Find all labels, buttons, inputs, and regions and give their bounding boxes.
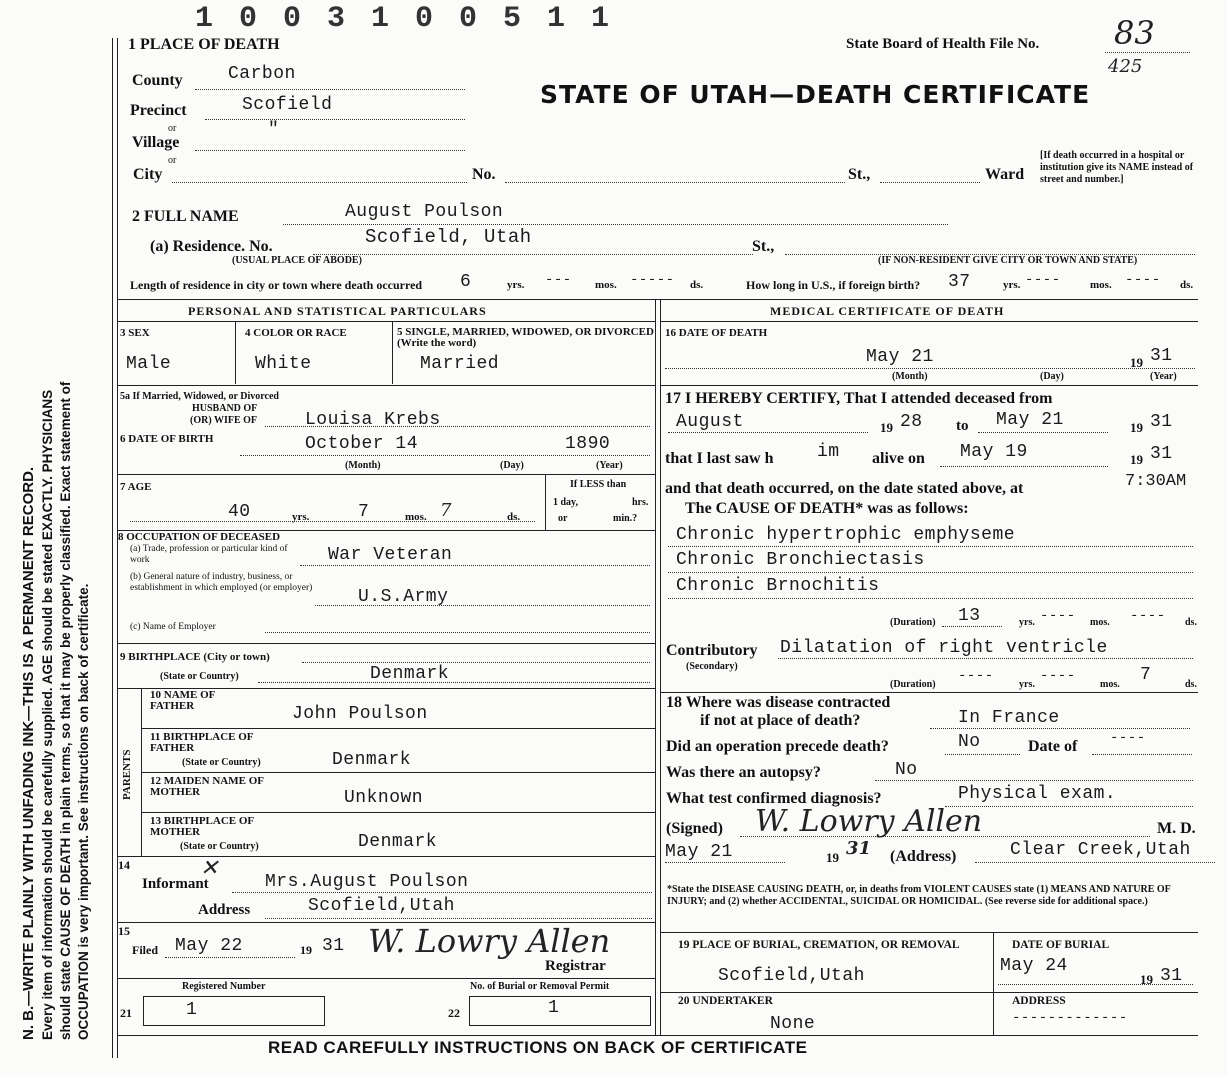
burial-year: 31 <box>1160 966 1183 986</box>
side-note-4: OCCUPATION is very important. See instructions on back of certificate. <box>76 583 91 1040</box>
residence-value: Scofield, Utah <box>365 226 532 248</box>
contrib-yrs-unit: yrs. <box>1019 679 1035 690</box>
contrib-duration-label: (Duration) <box>890 679 936 690</box>
duration-yrs-unit: yrs. <box>1019 617 1035 628</box>
race-value: White <box>255 354 312 374</box>
autopsy-label: Was there an autopsy? <box>666 764 821 781</box>
birthplace-label: 9 BIRTHPLACE (City or town) <box>120 651 270 663</box>
dod-year-prefix: 19 <box>1130 355 1143 370</box>
contributory-value: Dilatation of right ventricle <box>780 638 1108 658</box>
age-mos-unit: mos. <box>405 511 427 523</box>
length-mos-unit: mos. <box>595 279 617 291</box>
us-ds-unit: ds. <box>1180 279 1194 291</box>
mother-name-label: 12 MAIDEN NAME OF MOTHER <box>150 775 264 798</box>
residence-st-label: St., <box>752 238 775 255</box>
father-birthplace-value: Denmark <box>332 750 412 770</box>
sign-year-prefix: 19 <box>826 850 839 865</box>
spouse-value: Louisa Krebs <box>305 410 441 430</box>
last-saw-him: im <box>817 442 840 462</box>
full-name-label: 2 FULL NAME <box>132 208 239 225</box>
informant-num: 14 <box>118 858 130 872</box>
registered-number-idx: 21 <box>120 1006 132 1020</box>
occupation-b-label: (b) General nature of industry, business, or establishment in which employed (or employer) <box>130 572 313 593</box>
father-name-value: John Poulson <box>292 704 428 724</box>
filed-date: May 22 <box>175 936 243 956</box>
physician-address-label: (Address) <box>890 848 957 865</box>
informant-address-label: Address <box>198 902 251 918</box>
city-label: City <box>133 166 163 183</box>
age-ds: 7 <box>440 500 452 521</box>
contributory-label: Contributory <box>666 642 758 659</box>
marital-value: Married <box>420 354 500 374</box>
occupation-a-value: War Veteran <box>328 545 453 565</box>
full-name-value: August Poulson <box>345 202 504 222</box>
age-ds-unit: ds. <box>507 511 521 523</box>
cause-label: The CAUSE OF DEATH* was as follows: <box>685 500 969 517</box>
dob-label: 6 DATE OF BIRTH <box>120 433 214 445</box>
length-of-residence-label: Length of residence in city or town where death occurred <box>130 278 423 292</box>
time-of-death: 7:30AM <box>1125 472 1187 491</box>
md-label: M. D. <box>1157 820 1196 837</box>
age-yrs: 40 <box>228 502 251 522</box>
filed-num: 15 <box>118 924 130 938</box>
birthplace-value: Denmark <box>370 664 450 684</box>
length-mos: --- <box>545 272 572 288</box>
from-year: 28 <box>900 412 923 432</box>
permit-label: No. of Burial or Removal Permit <box>470 981 610 992</box>
dob-month-caption: (Month) <box>345 460 381 471</box>
last-saw-date: May 19 <box>960 442 1028 462</box>
burial-place-label: 19 PLACE OF BURIAL, CREMATION, OR REMOVAL <box>678 939 960 951</box>
informant-address-value: Scofield,Utah <box>308 896 455 916</box>
cause-2: Chronic Bronchiectasis <box>676 550 925 570</box>
occurred-label: and that death occurred, on the date stated above, at <box>665 480 1024 497</box>
date-of-death-label: 16 DATE OF DEATH <box>665 327 768 339</box>
burial-year-prefix: 19 <box>1140 972 1153 987</box>
sex-label: 3 SEX <box>120 327 150 339</box>
undertaker-label: 20 UNDERTAKER <box>678 995 773 1007</box>
informant-x-mark: ✕ <box>200 856 219 881</box>
dob-month-day: October 14 <box>305 434 419 454</box>
undertaker-value: None <box>770 1014 816 1034</box>
physician-address: Clear Creek,Utah <box>1010 840 1191 860</box>
footer-instructions: READ CAREFULLY INSTRUCTIONS ON BACK OF CERTIFICATE <box>268 1038 808 1057</box>
test-value: Physical exam. <box>958 784 1117 804</box>
place-of-death-label: 1 PLACE OF DEATH <box>128 36 280 53</box>
to-label: to <box>956 418 969 434</box>
duration-ds: ---- <box>1130 608 1166 624</box>
filed-year: 31 <box>322 936 345 956</box>
age-yrs-unit: yrs. <box>292 511 310 523</box>
mother-name-value: Unknown <box>344 788 424 808</box>
dob-year-caption: (Year) <box>596 460 623 471</box>
attended-to: May 21 <box>996 410 1064 430</box>
certify-label: 17 I HEREBY CERTIFY, That I attended deceased from <box>665 390 1053 407</box>
st-label: St., <box>848 166 871 183</box>
dod-month-caption: (Month) <box>892 371 928 382</box>
parents-label: PARENTS <box>121 749 133 800</box>
contrib-ds-unit: ds. <box>1185 679 1197 690</box>
hrs-unit: hrs. <box>632 497 649 508</box>
occupation-b-value: U.S.Army <box>358 587 449 607</box>
dob-year: 1890 <box>565 434 611 454</box>
occupation-c-label: (c) Name of Employer <box>130 622 216 632</box>
duration-mos: ---- <box>1040 608 1076 624</box>
spouse-label-1: 5a If Married, Widowed, or Divorced <box>120 391 279 402</box>
where-label-1: 18 Where was disease contracted <box>666 694 891 711</box>
to-year: 31 <box>1150 412 1173 432</box>
us-yrs-unit: yrs. <box>1003 279 1021 291</box>
informant-value: Mrs.August Poulson <box>265 872 469 892</box>
burial-date-label: DATE OF BURIAL <box>1012 939 1110 951</box>
age-mos: 7 <box>358 502 370 522</box>
min-unit: min.? <box>613 513 638 524</box>
mother-birthplace-caption: (State or Country) <box>180 841 259 852</box>
ward-label: Ward <box>985 166 1025 183</box>
operation-value: No <box>958 732 981 752</box>
residence-label: (a) Residence. No. <box>150 238 273 255</box>
burial-place-value: Scofield,Utah <box>718 966 865 986</box>
undertaker-address-label: ADDRESS <box>1012 995 1066 1007</box>
permit-idx: 22 <box>448 1006 460 1020</box>
dod-year: 31 <box>1150 346 1173 366</box>
length-ds-unit: ds. <box>690 279 704 291</box>
precinct-label: Precinct <box>130 102 187 119</box>
medical-heading: MEDICAL CERTIFICATE OF DEATH <box>770 304 1005 318</box>
cause-footnote: *State the DISEASE CAUSING DEATH, or, in deaths from VIOLENT CAUSES state (1) MEANS AND NATURE OF INJURY; and (2) whether ACCIDENTAL, SUICIDAL OR HOMICIDAL. (See reverse side for additional space.) <box>667 884 1171 907</box>
side-note-1: N. B.—WRITE PLAINLY WITH UNFADING INK—THIS IS A PERMANENT RECORD. <box>20 466 37 1040</box>
from-year-prefix: 19 <box>880 420 893 435</box>
county-value: Carbon <box>228 64 296 84</box>
or-unit: or <box>558 513 568 524</box>
birthplace-state-caption: (State or Country) <box>160 671 239 682</box>
marital-label: 5 SINGLE, MARRIED, WIDOWED, OR DIVORCED (Write the word) <box>397 326 654 349</box>
father-birthplace-caption: (State or Country) <box>182 757 261 768</box>
duration-yrs: 13 <box>958 606 981 626</box>
to-year-prefix: 19 <box>1130 420 1143 435</box>
registrar-signature: W. Lowry Allen <box>368 922 611 960</box>
cause-3: Chronic Brnochitis <box>676 576 880 596</box>
file-no: 83 <box>1114 14 1155 52</box>
us-mos: ---- <box>1025 272 1061 288</box>
last-year-prefix: 19 <box>1130 452 1143 467</box>
date-of-label: Date of <box>1028 738 1078 755</box>
signed-label: (Signed) <box>666 820 723 837</box>
registrar-label: Registrar <box>545 958 606 974</box>
last-year: 31 <box>1150 444 1173 464</box>
length-yrs-unit: yrs. <box>507 279 525 291</box>
secondary-caption: (Secondary) <box>686 661 738 672</box>
village-label: Village <box>132 134 180 151</box>
us-yrs: 37 <box>948 272 971 292</box>
duration-label: (Duration) <box>890 617 936 628</box>
length-yrs: 6 <box>460 272 472 292</box>
operation-date: ---- <box>1110 730 1146 746</box>
county-label: County <box>132 72 183 89</box>
us-mos-unit: mos. <box>1090 279 1112 291</box>
dob-day-caption: (Day) <box>500 460 524 471</box>
stamp-number: 1 0 0 3 1 0 0 5 1 1 <box>195 2 614 36</box>
contrib-mos: ---- <box>1040 668 1076 684</box>
mother-birthplace-label: 13 BIRTHPLACE OF MOTHER <box>150 815 254 838</box>
sex-value: Male <box>126 354 172 374</box>
age-label: 7 AGE <box>120 481 152 493</box>
burial-date: May 24 <box>1000 956 1068 976</box>
us-ds: ---- <box>1125 272 1161 288</box>
us-residence-label: How long in U.S., if foreign birth? <box>746 278 921 292</box>
registered-number-value: 1 <box>186 1000 198 1020</box>
sign-year: 31 <box>846 838 872 859</box>
or-label-1: or <box>168 123 177 134</box>
spouse-label-2: HUSBAND OF <box>192 403 258 414</box>
ward-note: [If death occurred in a hospital or institution give its NAME instead of street and number.] <box>1040 150 1194 185</box>
autopsy-value: No <box>895 760 918 780</box>
where-label-2: if not at place of death? <box>700 712 861 729</box>
father-birthplace-label: 11 BIRTHPLACE OF FATHER <box>150 731 254 754</box>
dod-day-caption: (Day) <box>1040 371 1064 382</box>
cause-1: Chronic hypertrophic emphyseme <box>676 525 1016 545</box>
date-of-death-value: May 21 <box>866 347 934 367</box>
filed-label: Filed <box>132 943 158 957</box>
nonresident-note: (IF NON-RESIDENT GIVE CITY OR TOWN AND STATE) <box>878 255 1138 266</box>
mother-birthplace-value: Denmark <box>358 832 438 852</box>
attended-from: August <box>676 412 744 432</box>
one-day: 1 day, <box>553 497 579 508</box>
physician-signature: W. Lowry Allen <box>755 804 983 839</box>
informant-label: Informant <box>142 876 209 892</box>
undertaker-address: ------------- <box>1012 1010 1128 1026</box>
last-saw-label: that I last saw h <box>665 450 774 467</box>
side-note-2: Every item of information should be carefully supplied. AGE should be stated EXACTLY. PHYSICIANS <box>40 389 55 1040</box>
certificate-title: STATE OF UTAH—DEATH CERTIFICATE <box>540 80 1091 109</box>
duration-ds-unit: ds. <box>1185 617 1197 628</box>
registered-number-label: Registered Number <box>182 981 266 992</box>
spouse-label-3: (OR) WIFE OF <box>190 415 258 426</box>
duration-mos-unit: mos. <box>1090 617 1110 628</box>
operation-label: Did an operation precede death? <box>666 738 889 755</box>
contrib-yrs: ---- <box>958 668 994 684</box>
village-value: " <box>268 120 280 140</box>
dod-year-caption: (Year) <box>1150 371 1177 382</box>
occupation-label: 8 OCCUPATION OF DECEASED <box>118 531 281 543</box>
where-contracted: In France <box>958 708 1060 728</box>
father-name-label: 10 NAME OF FATHER <box>150 689 215 712</box>
precinct-value: Scofield <box>242 95 333 115</box>
filed-year-prefix: 19 <box>300 943 312 957</box>
personal-heading: PERSONAL AND STATISTICAL PARTICULARS <box>188 304 487 318</box>
length-ds: ----- <box>630 272 675 288</box>
sign-date: May 21 <box>665 842 733 862</box>
occupation-a-label: (a) Trade, profession or particular kind of work <box>130 544 288 565</box>
test-label: What test confirmed diagnosis? <box>666 790 882 807</box>
side-note-3: should state CAUSE OF DEATH in plain terms, so that it may be properly classified. Exact statement of <box>58 381 73 1040</box>
permit-value: 1 <box>548 998 560 1018</box>
file-no-label: State Board of Health File No. <box>846 36 1040 52</box>
contrib-ds: 7 <box>1140 665 1152 685</box>
race-label: 4 COLOR OR RACE <box>245 327 347 339</box>
usual-place-note: (USUAL PLACE OF ABODE) <box>232 255 362 266</box>
file-no-note: 425 <box>1108 56 1143 77</box>
or-label-2: or <box>168 155 177 166</box>
contrib-mos-unit: mos. <box>1100 679 1120 690</box>
if-less-than: If LESS than <box>570 479 627 490</box>
alive-on-label: alive on <box>872 450 925 467</box>
no-label: No. <box>472 166 496 183</box>
